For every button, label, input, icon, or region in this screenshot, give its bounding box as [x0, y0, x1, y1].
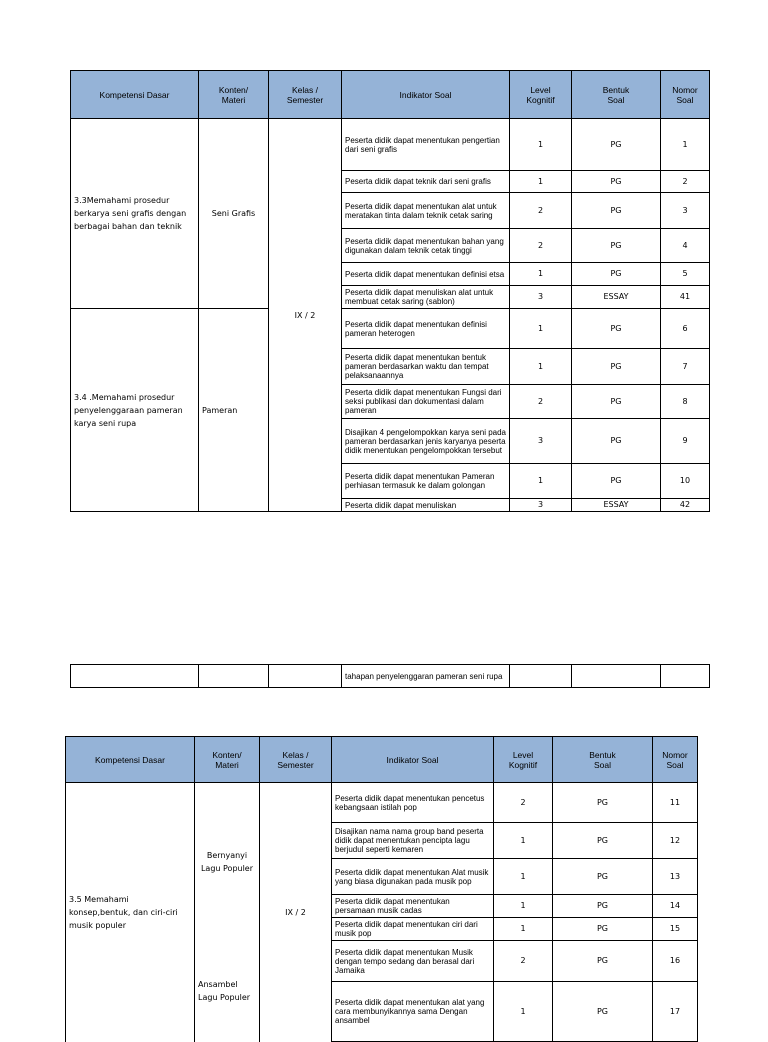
level-cell: 1 — [494, 982, 553, 1042]
bentuk-cell: PG — [572, 263, 661, 286]
header-label: Bentuk Soal — [589, 749, 616, 770]
konten-materi-label: Ansambel Lagu Populer — [198, 980, 251, 1002]
indikator-cell: tahapan penyelenggaran pameran seni rupa — [342, 665, 510, 688]
nomor-cell: 3 — [661, 193, 710, 229]
indikator-cell: Peserta didik dapat menentukan ciri dari musik pop — [332, 918, 494, 941]
level-cell: 1 — [494, 859, 553, 895]
nomor-cell: 7 — [661, 349, 710, 385]
header-bentuk-soal — [572, 71, 661, 119]
header-label: Konten/ Materi — [218, 84, 249, 105]
indikator-cell: Peserta didik dapat menentukan pengertian dari seni grafis — [342, 119, 510, 171]
kelas-semester-cell: IX / 2 — [269, 119, 342, 512]
indikator-cell: Peserta didik dapat menentukan Alat musik yang biasa digunakan pada musik pop — [332, 859, 494, 895]
table-row — [66, 783, 698, 823]
nomor-cell: 16 — [653, 941, 698, 982]
level-cell: 2 — [510, 229, 572, 263]
table-row — [71, 119, 710, 171]
nomor-cell: 11 — [653, 783, 698, 823]
header-label: Nomor Soal — [672, 84, 698, 105]
empty-cell — [71, 665, 199, 688]
nomor-cell: 2 — [661, 171, 710, 193]
level-cell: 2 — [510, 193, 572, 229]
bentuk-cell: ESSAY — [572, 499, 661, 512]
bentuk-cell: PG — [553, 859, 653, 895]
nomor-cell: 17 — [653, 982, 698, 1042]
header-nomor-soal — [653, 737, 698, 783]
kompetensi-dasar-cell: 3.4 .Memahami prosedur penyelenggaraan pameran karya seni rupa — [71, 309, 199, 512]
header-nomor-soal — [661, 71, 710, 119]
header-label: Bentuk Soal — [602, 84, 630, 105]
kisi-kisi-table-2 — [65, 736, 698, 1042]
header-label: Level Kognitif — [526, 84, 555, 105]
indikator-cell: Peserta didik dapat menentukan pencetus kebangsaan istilah pop — [332, 783, 494, 823]
kisi-kisi-table-1 — [70, 70, 710, 512]
indikator-cell: Disajikan 4 pengelompokkan karya seni pada pameran berdasarkan jenis karyanya peserta didik menentukan pengelompokkan tersebut — [342, 419, 510, 464]
header-konten-materi — [199, 71, 269, 119]
indikator-cell: Peserta didik dapat menentukan definisi etsa — [342, 263, 510, 286]
bentuk-cell: PG — [553, 783, 653, 823]
header-indikator-soal: Indikator Soal — [342, 71, 510, 119]
header-level-kognitif — [494, 737, 553, 783]
indikator-cell: Peserta didik dapat menentukan persamaan musik cadas — [332, 895, 494, 918]
header-kompetensi-dasar: Kompetensi Dasar — [66, 737, 195, 783]
indikator-cell: Disajikan nama nama group band peserta didik dapat menentukan pencipta lagu berjudul seperti kemaren — [332, 823, 494, 859]
bentuk-cell: PG — [572, 419, 661, 464]
indikator-cell: Peserta didik dapat menentukan definisi pameran heterogen — [342, 309, 510, 349]
konten-materi-cell: Seni Grafis — [199, 119, 269, 309]
nomor-cell: 41 — [661, 286, 710, 309]
indikator-cell: Peserta didik dapat menentukan alat yang cara membunyikannya sama Dengan ansambel — [332, 982, 494, 1042]
level-cell: 1 — [494, 823, 553, 859]
level-cell: 3 — [510, 499, 572, 512]
header-kompetensi-dasar: Kompetensi Dasar — [71, 71, 199, 119]
header-label: Kelas / Semester — [277, 749, 314, 770]
konten-materi-cell: Pameran — [199, 309, 269, 512]
level-cell: 2 — [494, 941, 553, 982]
bentuk-cell: PG — [572, 193, 661, 229]
bentuk-cell: PG — [553, 918, 653, 941]
empty-cell — [199, 665, 269, 688]
level-cell: 1 — [510, 349, 572, 385]
nomor-cell: 10 — [661, 464, 710, 499]
header-level-kognitif — [510, 71, 572, 119]
level-cell: 1 — [494, 895, 553, 918]
kisi-kisi-table-1-continuation — [70, 664, 710, 688]
header-kelas-semester — [260, 737, 332, 783]
bentuk-cell: PG — [553, 895, 653, 918]
level-cell: 1 — [510, 464, 572, 499]
bentuk-cell: PG — [572, 349, 661, 385]
bentuk-cell: PG — [572, 464, 661, 499]
bentuk-cell: PG — [553, 982, 653, 1042]
bentuk-cell: PG — [553, 823, 653, 859]
empty-cell — [572, 665, 661, 688]
table-header-row — [66, 737, 698, 783]
level-cell: 1 — [510, 309, 572, 349]
table-header-row — [71, 71, 710, 119]
header-label: Kelas / Semester — [286, 84, 324, 105]
nomor-cell: 4 — [661, 229, 710, 263]
nomor-cell: 12 — [653, 823, 698, 859]
level-cell: 1 — [510, 119, 572, 171]
bentuk-cell: PG — [572, 229, 661, 263]
header-label: Level Kognitif — [508, 749, 538, 770]
level-cell: 1 — [494, 918, 553, 941]
nomor-cell: 42 — [661, 499, 710, 512]
level-cell: 2 — [510, 385, 572, 419]
nomor-cell: 14 — [653, 895, 698, 918]
nomor-cell: 6 — [661, 309, 710, 349]
bentuk-cell: PG — [572, 119, 661, 171]
kelas-semester-cell: IX / 2 — [260, 783, 332, 1042]
bentuk-cell: PG — [572, 171, 661, 193]
kompetensi-dasar-cell: 3.5 Memahami konsep,bentuk, dan ciri-ciri musik populer — [66, 783, 195, 1042]
level-cell: 1 — [510, 171, 572, 193]
header-bentuk-soal — [553, 737, 653, 783]
level-cell: 3 — [510, 419, 572, 464]
indikator-cell: Peserta didik dapat menuliskan alat untuk membuat cetak saring (sablon) — [342, 286, 510, 309]
nomor-cell: 15 — [653, 918, 698, 941]
header-kelas-semester — [269, 71, 342, 119]
empty-cell — [510, 665, 572, 688]
header-label: Konten/ Materi — [212, 749, 242, 770]
level-cell: 3 — [510, 286, 572, 309]
level-cell: 2 — [494, 783, 553, 823]
header-label: Nomor Soal — [662, 749, 688, 770]
nomor-cell: 9 — [661, 419, 710, 464]
indikator-cell: Peserta didik dapat menentukan bentuk pameran berdasarkan waktu dan tempat pelaksanaannya — [342, 349, 510, 385]
kompetensi-dasar-cell: 3.3Memahami prosedur berkarya seni grafis dengan berbagai bahan dan teknik — [71, 119, 199, 309]
indikator-cell: Peserta didik dapat menuliskan — [342, 499, 510, 512]
indikator-cell: Peserta didik dapat menentukan Fungsi dari seksi publikasi dan dokumentasi dalam pameran — [342, 385, 510, 419]
indikator-cell: Peserta didik dapat menentukan Pameran perhiasan termasuk ke dalam golongan — [342, 464, 510, 499]
indikator-cell: Peserta didik dapat menentukan alat untuk meratakan tinta dalam teknik cetak saring — [342, 193, 510, 229]
level-cell: 1 — [510, 263, 572, 286]
konten-materi-cell — [195, 941, 260, 1042]
nomor-cell: 5 — [661, 263, 710, 286]
nomor-cell: 13 — [653, 859, 698, 895]
header-indikator-soal: Indikator Soal — [332, 737, 494, 783]
header-konten-materi — [195, 737, 260, 783]
indikator-cell: Peserta didik dapat menentukan Musik dengan tempo sedang dan berasal dari Jamaika — [332, 941, 494, 982]
indikator-cell: Peserta didik dapat menentukan bahan yang digunakan dalam teknik cetak tinggi — [342, 229, 510, 263]
bentuk-cell: PG — [553, 941, 653, 982]
nomor-cell: 1 — [661, 119, 710, 171]
empty-cell — [269, 665, 342, 688]
nomor-cell: 8 — [661, 385, 710, 419]
empty-cell — [661, 665, 710, 688]
table-row — [71, 665, 710, 688]
indikator-cell: Peserta didik dapat teknik dari seni grafis — [342, 171, 510, 193]
bentuk-cell: PG — [572, 309, 661, 349]
bentuk-cell: ESSAY — [572, 286, 661, 309]
konten-materi-cell: Bernyanyi Lagu Populer — [195, 783, 260, 941]
bentuk-cell: PG — [572, 385, 661, 419]
table-row — [71, 309, 710, 349]
